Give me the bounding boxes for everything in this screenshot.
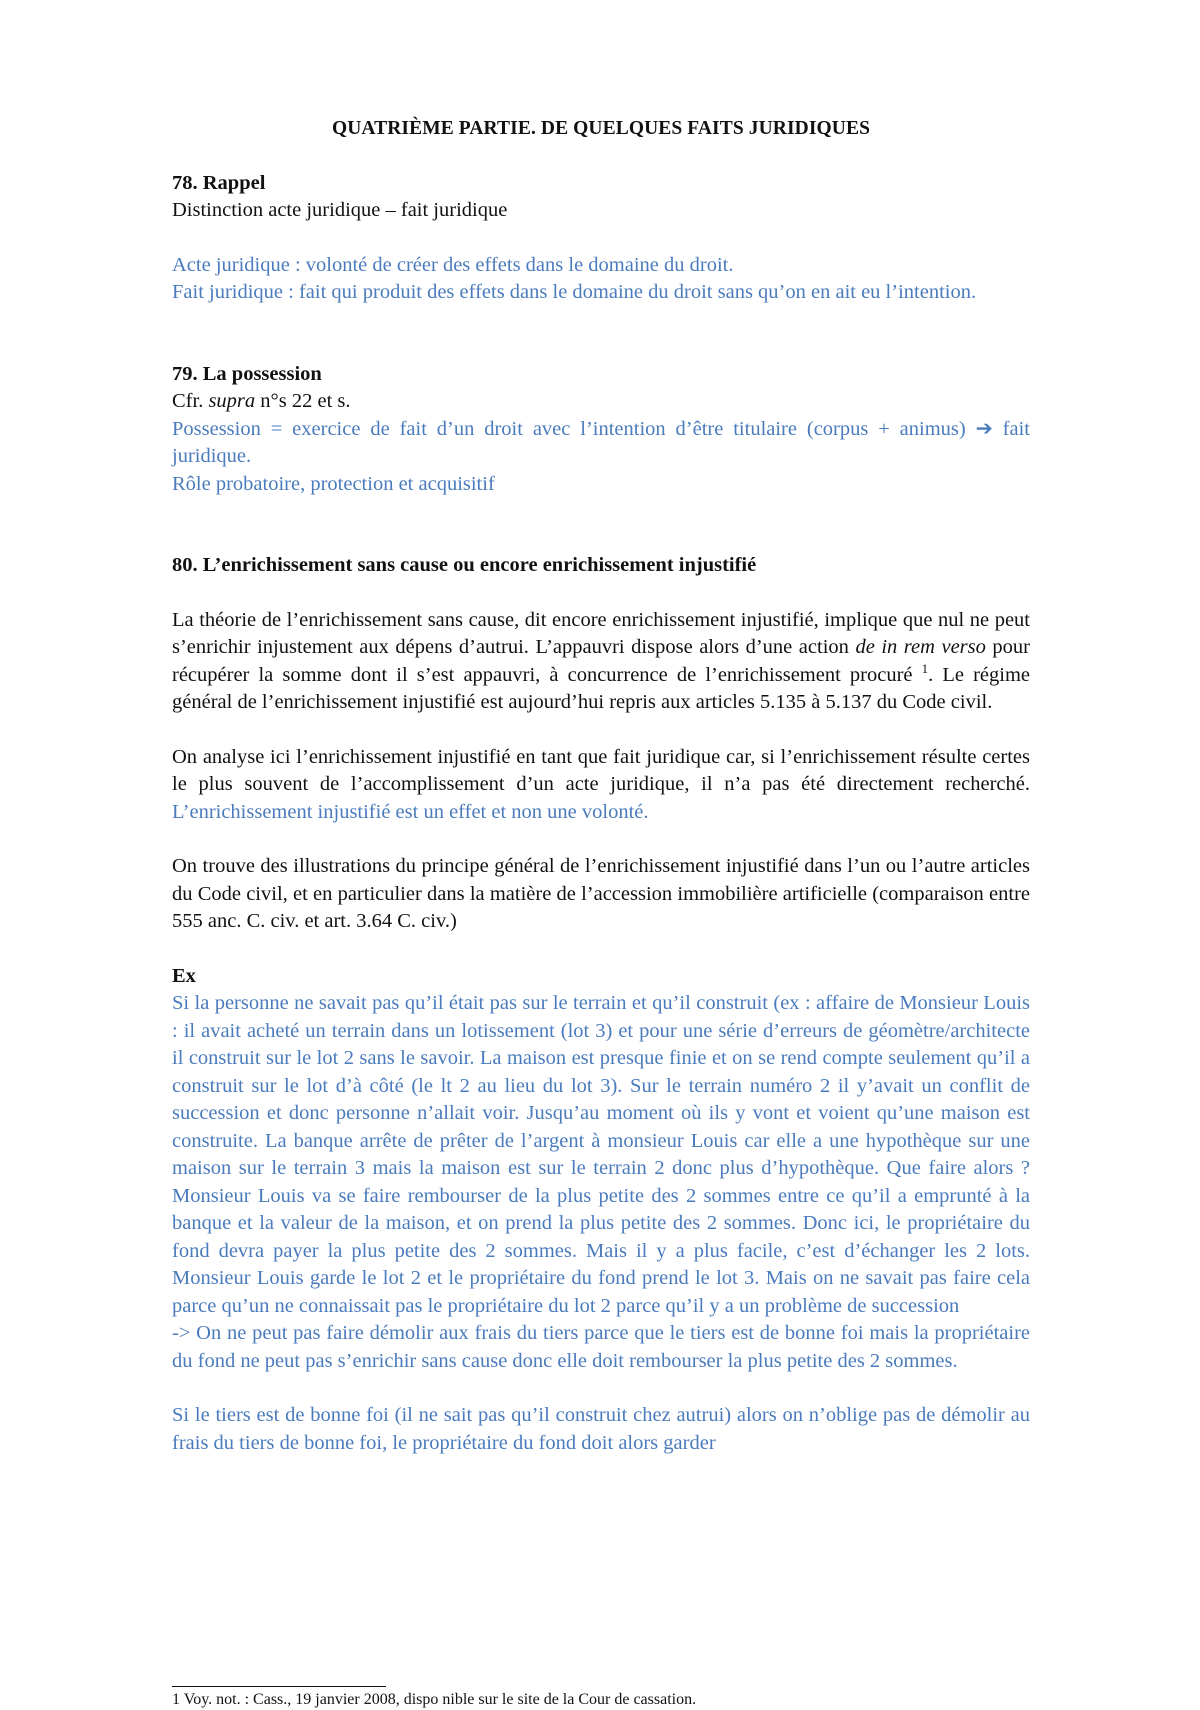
paragraph-analyse	[172, 744, 1030, 827]
section-80-heading: 80. L’enrichissement sans cause ou encore enrichissement injustifié	[172, 554, 757, 576]
footnote-separator	[172, 1686, 386, 1687]
part-title: QUATRIÈME PARTIE. DE QUELQUES FAITS JURIDIQUES	[331, 118, 871, 139]
paragraph-theorie	[172, 607, 1030, 717]
possession-definition: Possession = exercice de fait d’un droit avec l’intention d’être titulaire (corpus + animus) ➔ fait juridique.	[172, 417, 1030, 467]
paragraph-illustrations: On trouve des illustrations du principe général de l’enrichissement injustifié dans l’un ou l’autre articles du Code civil, et en particulier dans la matière de l’accession immobilière artificielle (comparaison entre 555 anc. C. civ. et art. 3.64 C. civ.)	[172, 855, 1030, 932]
paragraph-theorie-part2: pour récupérer la somme dont il s’est appauvri, à concurrence de l’enrichissement procuré	[172, 636, 1030, 686]
footnote-reference[interactable]: 1	[921, 660, 929, 676]
section-78-subtitle: Distinction acte juridique – fait juridique	[172, 199, 508, 221]
reference-prefix: Cfr.	[172, 390, 209, 412]
paragraph-bonne-foi: Si le tiers est de bonne foi (il ne sait pas qu’il construit chez autrui) alors on n’oblige pas de démolir au frais du tiers de bonne foi, le propriétaire du fond doit alors garder	[172, 1404, 1030, 1454]
spacer	[172, 580, 1030, 607]
example-conclusion: -> On ne peut pas faire démolir aux frais du tiers parce que le tiers est de bonne foi mais la propriétaire du fond ne peut pas s’enrichir sans cause donc elle doit rembourser la plus petite des 2 sommes.	[172, 1322, 1030, 1372]
section-79-heading: 79. La possession	[172, 362, 322, 385]
paragraph-theorie-part1: La théorie de l’enrichissement sans cause, dit encore enrichissement injustifié, implique que nul ne peut s’enrichir injustement aux dépens d’autrui. L’appauvri dispose alors d’une action	[172, 608, 1030, 658]
paragraph-theorie-part3: . Le régime général de l’enrichissement injustifié est aujourd’hui repris aux articles 5.135 à 5.137 du Code civil.	[172, 663, 1031, 713]
reference-supra: supra	[208, 390, 256, 412]
spacer	[172, 307, 1030, 361]
section-79-reference	[172, 388, 1030, 416]
example-heading: Ex	[172, 964, 196, 987]
footnote-text: 1 Voy. not. : Cass., 19 janvier 2008, dispo nible sur le site de la Cour de cassation.	[172, 1691, 697, 1708]
spacer	[172, 936, 1030, 963]
spacer	[172, 143, 1030, 170]
definition-acte-juridique: Acte juridique : volonté de créer des effets dans le domaine du droit.	[172, 253, 734, 276]
definition-fait-juridique: Fait juridique : fait qui produit des effets dans le domaine du droit sans qu’on en ait eu l’intention.	[172, 281, 977, 303]
spacer	[172, 225, 1030, 252]
document-page	[172, 106, 1030, 1457]
spacer	[172, 498, 1030, 552]
latin-action-term: de in rem verso	[855, 636, 986, 658]
paragraph-analyse-note: L’enrichissement injustifié est un effet et non une volonté.	[172, 800, 649, 823]
possession-roles: Rôle probatoire, protection et acquisitif	[172, 472, 495, 495]
spacer	[172, 717, 1030, 744]
spacer	[172, 1375, 1030, 1402]
spacer	[172, 826, 1030, 853]
example-text: Si la personne ne savait pas qu’il était pas sur le terrain et qu’il construit (ex : affaire de Monsieur Louis : il avait acheté un terrain dans un lotissement (lot 3) et pour une série d’erreurs de géomètre/architecte il construit sur le lot 2 sans le savoir. La maison est presque finie et on se rend compte seulement qu’il a construit sur le lot d’à côté (le lt 2 au lieu du lot 3). Sur le terrain numéro 2 il y’avait un conflit de succession et donc personne n’allait voir. Jusqu’au moment où ils y vont et voient qu’une maison est construite. La banque arrête de prêter de l’argent à monsieur Louis car elle a une hypothèque sur une maison sur le terrain 3 mais la maison est sur le terrain 2 donc plus d’hypothèque. Que faire alors ? Monsieur Louis va se faire rembourser de la plus petite des 2 sommes entre ce qu’il a emprunté à la banque et la valeur de la maison, et on prend la plus petite des 2 sommes. Donc ici, le propriétaire du fond devra payer la plus petite des 2 sommes. Mais il y a plus facile, c’est d’échanger les 2 lots. Monsieur Louis garde le lot 2 et le propriétaire du fond prend le lot 3. Mais on ne savait pas faire cela parce qu’un ne connaissait pas le propriétaire du lot 2 parce qu’il y a un problème de succession	[172, 992, 1030, 1317]
paragraph-analyse-text: On analyse ici l’enrichissement injustifié en tant que fait juridique car, si l’enrichissement résulte certes le plus souvent de l’accomplissement d’un acte juridique, il n’a pas été directement recherché.	[172, 745, 1030, 795]
section-78-heading: 78. Rappel	[172, 171, 266, 194]
reference-numbers: n°s 22 et s.	[255, 390, 351, 412]
